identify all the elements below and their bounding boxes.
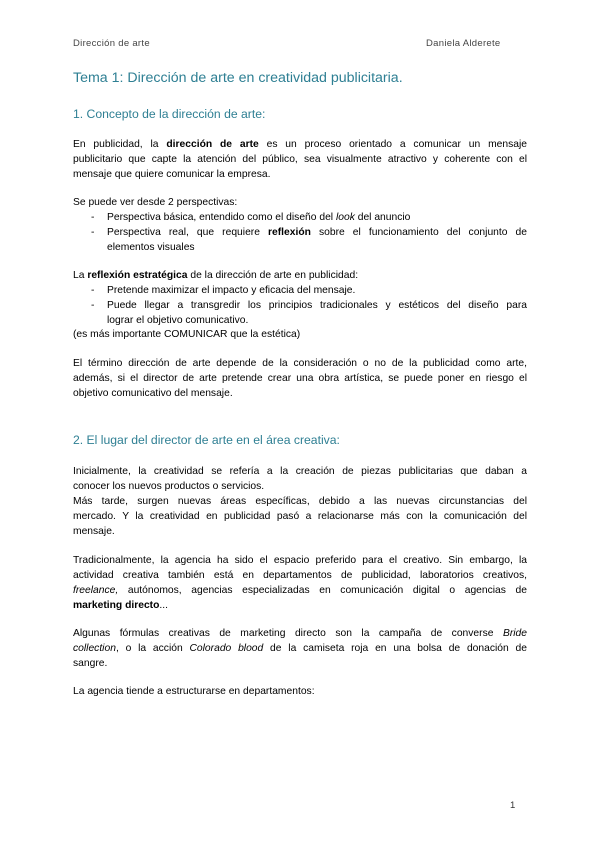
header-course: Dirección de arte	[73, 38, 150, 49]
intro-line-1: En publicidad, la dirección de arte es un proceso orientado a comunicar un mensaje	[73, 139, 527, 150]
p2-line-4: marketing directo...	[73, 600, 168, 611]
reflexion-item-2-line-2: lograr el objetivo comunicativo.	[107, 315, 249, 326]
section2-paragraph-4: La agencia tiende a estructurarse en departamentos:	[73, 686, 315, 697]
p1-line-3: Más tarde, surgen nuevas áreas específicas, debido a las nuevas circunstancias del	[73, 496, 527, 507]
communication-note: (es más importante COMUNICAR que la estética)	[73, 329, 301, 340]
intro-line-2: publicitario que capte la atención del público, sea visualmente atractivo y coherente con el	[73, 154, 527, 165]
p3-line-2: collection, o la acción Colorado blood de la camiseta roja en una bolsa de donación de	[73, 643, 527, 654]
section1-intro	[73, 137, 527, 182]
section1-closing	[73, 356, 527, 401]
bullet-marker: -	[91, 212, 95, 223]
perspective-basic: Perspectiva básica, entendido como el diseño del look del anuncio	[107, 212, 411, 223]
p3-line-3: sangre.	[73, 658, 108, 669]
p1-line-5: mensaje.	[73, 526, 115, 537]
document-title: Tema 1: Dirección de arte en creatividad publicitaria.	[73, 70, 403, 86]
section2-paragraph-1	[73, 464, 527, 539]
bullet-marker: -	[91, 285, 95, 296]
closing-line-3: objetivo comunicativo del mensaje.	[73, 388, 233, 399]
perspective-real-line-2: elementos visuales	[107, 242, 195, 253]
reflexion-item-2-line-1: Puede llegar a transgredir los principios tradicionales y estéticos del diseño para	[107, 300, 527, 311]
section2-paragraph-2	[73, 553, 527, 613]
reflexion-lead: La reflexión estratégica de la dirección de arte en publicidad:	[73, 270, 359, 281]
p2-line-3: freelance, autónomos, agencias especializadas en comunicación digital o agencias de	[73, 585, 527, 596]
bullet-marker: -	[91, 227, 95, 238]
p3-line-1: Algunas fórmulas creativas de marketing directo son la campaña de converse Bride	[73, 628, 527, 639]
reflexion-item-2	[107, 298, 527, 328]
header-author: Daniela Alderete	[426, 38, 501, 49]
section1-heading: 1. Concepto de la dirección de arte:	[73, 107, 266, 121]
p1-line-2: conocer los nuevos productos o servicios.	[73, 481, 265, 492]
section2-heading: 2. El lugar del director de arte en el área creativa:	[73, 433, 340, 447]
section2-paragraph-3	[73, 626, 527, 671]
closing-line-2: además, si el director de arte pretende crear una obra artística, se puede poner en riesgo el	[73, 373, 527, 384]
perspective-real-line-1: Perspectiva real, que requiere reflexión sobre el funcionamiento del conjunto de	[107, 227, 527, 238]
p2-line-2: actividad creativa también está en departamentos de publicidad, laboratorios creativos,	[73, 570, 527, 581]
p1-line-1: Inicialmente, la creatividad se refería a la creación de piezas publicitarias que daban a	[73, 466, 527, 477]
page-number: 1	[510, 800, 516, 811]
perspective-real	[107, 225, 527, 255]
p1-line-4: mercado. Y la creatividad en publicidad pasó a relacionarse más con la comunicación del	[73, 511, 527, 522]
intro-line-3: mensaje que quiere comunicar la empresa.	[73, 169, 271, 180]
reflexion-item-1: Pretende maximizar el impacto y eficacia del mensaje.	[107, 285, 356, 296]
perspectives-lead: Se puede ver desde 2 perspectivas:	[73, 197, 238, 208]
p2-line-1: Tradicionalmente, la agencia ha sido el espacio preferido para el creativo. Sin embargo, la	[73, 555, 527, 566]
bullet-marker: -	[91, 300, 95, 311]
closing-line-1: El término dirección de arte depende de la consideración o no de la publicidad como arte,	[73, 358, 527, 369]
